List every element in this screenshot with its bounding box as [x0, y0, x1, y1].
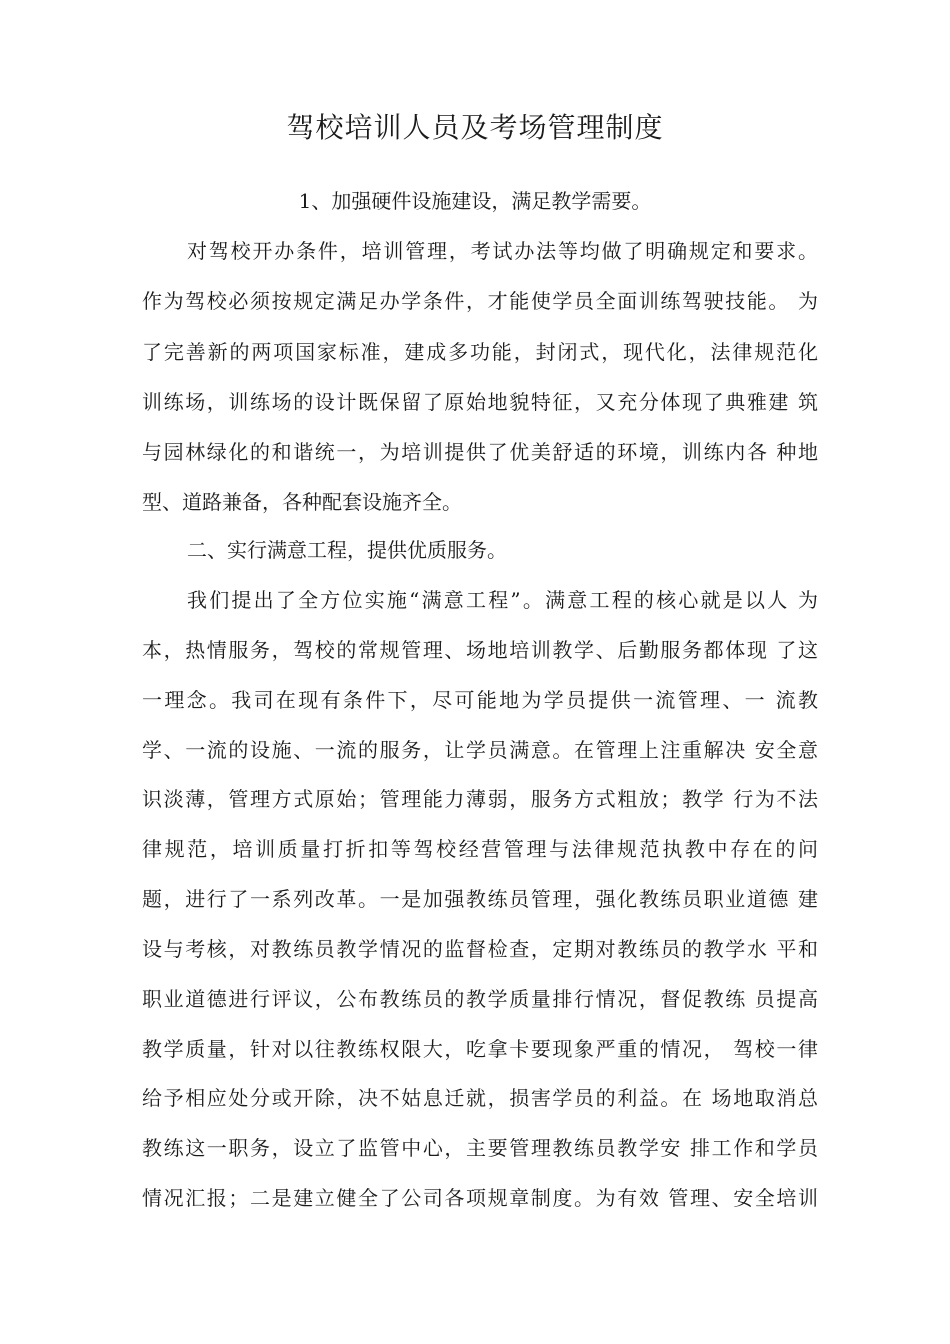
paragraph-2-line: 本，热情服务，驾校的常规管理、场地培训教学、后勤服务都体现 了这	[142, 638, 818, 662]
paragraph-2-line: 设与考核，对教练员教学情况的监督检查，定期对教练员的教学水 平和	[142, 937, 818, 961]
paragraph-1-line: 型、道路兼备，各种配套设施齐全。	[142, 490, 462, 514]
paragraph-2-line: 题，进行了一系列改革。一是加强教练员管理，强化教练员职业道德 建	[142, 887, 818, 911]
document-title: 驾校培训人员及考场管理制度	[286, 111, 664, 144]
paragraph-2-line: 情况汇报；二是建立健全了公司各项规章制度。为有效 管理、安全培训	[142, 1186, 818, 1210]
paragraph-2-line: 律规范，培训质量打折扣等驾校经营管理与法律规范执教中存在的问	[142, 837, 818, 861]
paragraph-2-line: 教练这一职务，设立了监管中心，主要管理教练员教学安 排工作和学员	[142, 1136, 818, 1160]
paragraph-2-line: 给予相应处分或开除，决不姑息迁就，损害学员的利益。在 场地取消总	[142, 1086, 818, 1110]
paragraph-1-line: 作为驾校必须按规定满足办学条件，才能使学员全面训练驾驶技能。 为	[142, 289, 818, 313]
section-2-heading: 二、实行满意工程，提供优质服务。	[187, 538, 507, 562]
paragraph-2-line: 职业道德进行评议，公布教练员的教学质量排行情况，督促教练 员提高	[142, 987, 818, 1011]
paragraph-2-line: 我们提出了全方位实施“满意工程”。满意工程的核心就是以人 为	[187, 588, 818, 612]
paragraph-1-line: 对驾校开办条件，培训管理，考试办法等均做了明确规定和要求。	[187, 239, 818, 263]
paragraph-1-line: 与园林绿化的和谐统一，为培训提供了优美舒适的环境，训练内各 种地	[142, 440, 818, 464]
section-1-heading: 1、加强硬件设施建设，满足教学需要。	[298, 189, 652, 213]
paragraph-1-line: 训练场，训练场的设计既保留了原始地貌特征，又充分体现了典雅建 筑	[142, 390, 818, 414]
paragraph-2-line: 识淡薄，管理方式原始；管理能力薄弱，服务方式粗放；教学 行为不法	[142, 787, 818, 811]
paragraph-1-line: 了完善新的两项国家标准，建成多功能，封闭式，现代化，法律规范化	[142, 340, 818, 364]
paragraph-2-line: 教学质量，针对以往教练权限大，吃拿卡要现象严重的情况， 驾校一律	[142, 1037, 818, 1061]
paragraph-2-line: 学、一流的设施、一流的服务，让学员满意。在管理上注重解决 安全意	[142, 738, 818, 762]
paragraph-2-line: 一理念。我司在现有条件下，尽可能地为学员提供一流管理、一 流教	[142, 688, 818, 712]
